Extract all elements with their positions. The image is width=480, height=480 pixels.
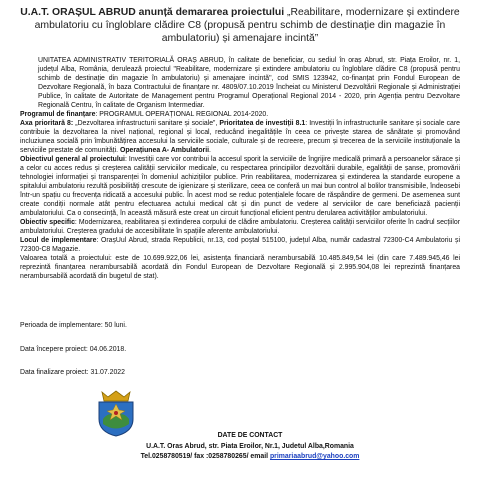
program-label: Programul de finanțare [20,111,96,118]
axa-paragraph [20,119,460,155]
data-final-line: Data finalizare proiect: 31.07.2022 [20,369,125,376]
data-inceput-line: Data începere proiect: 04.06.2018. [20,346,127,353]
axa-text1: „Dezvoltarea infrastructurii sanitare și sociale”, [73,120,220,127]
program-value: : PROGRAMUL OPERAȚIONAL REGIONAL 2014-2020. [95,111,269,118]
obj-general-text: : Investiții care vor contribui la accesul sporit la serviciile de îngrijire medicală primară a persoanelor sărace și a celor cu acces redus și creșterea calității serviciilor medicale, cu respectarea principiilor dezvoltării durabile, egalității de șanse, promovării tehnologiei informației și transparenței în domeniul achizițiilor publice. Prin reabilitarea, modernizarea și extinderea la standarde europene a spitalului ambulatoriu rezultă posibilități crescute de igienizare și sterilizare, ceea ce conferă un mai bun control al bolilor transmisibile, îndeosebi într-un spațiu cu frecvența ridicată a accesului public. În acest mod se reduc potențialele focare de răspândire de germeni. De asemenea sunt create condiții normale atât pentru efectuarea actului medical cât și din punct de vedere al serviciilor de care beneficiază pacienții ambulatoriului. Ca o consecință, în această măsură este creat un circuit funcțional eficient pentru derularea activităților ambulatoriului. [20,156,460,217]
obj-specific-paragraph [20,218,460,236]
valoare-paragraph: Valoarea totală a proiectului: este de 10.699.922,06 lei, asistența financiară nerambursabilă 10.485.849,54 lei (din care 7.489.945,46 lei reprezintă finanțarea nerambursabilă acordată din Fondul European de Dezvoltare Regională și 2.995.904,08 lei reprezintă finanțarea nerambursabilă acordată din bugetul de stat). [20,255,460,280]
axa-label: Axa prioritară 8: [20,120,74,127]
program-line [20,110,460,119]
title-strong: U.A.T. ORAȘUL ABRUD anunță demararea proiectului [20,7,285,18]
prio-label: Prioritatea de investiții 8.1 [219,120,306,127]
locul-label: Locul de implementare [20,237,97,244]
contact-address: U.A.T. Oras Abrud, str. Piata Eroilor, Nr.1, Judetul Alba,Romania [146,442,354,450]
contact-block [60,431,440,463]
intro-paragraph: UNITATEA ADMINISTRATIV TERITORIALĂ ORAȘ ABRUD, în calitate de beneficiar, cu sediul în oraș Abrud, str. Piața Eroilor, nr. 1, județul Alba, România, derulează proiectul "Reabilitare, modernizare și extindere ambulatoriu cu îngloblare clădire C8 (propusă pentru schimb de destinație din magazie în ambulatoriu) și amenajare incintă", cod SMIS 123942, co-finanțat prin Fondul European de Dezvoltare Regională, în baza Contractului de finanțare nr. 4809/07.10.2019 încheiat cu Ministerul Dezvoltării Regionale și Administrației Publice, în calitate de Autoritate de Management pentru Programul Operațional Regional 2014 - 2020, prin Agenția pentru Dezvoltare Regională Centru, în calitate de Organism Intermediar. [38,57,460,109]
page-title [14,6,466,45]
email-link[interactable]: primariaabrud@yahoo.com [269,453,360,460]
axa-text2: : Investiții în infrastructurile sanitare și sociale care contribuie la dezvoltarea la nivel național, regional și local, reducând inegalitățile în ceea ce privește starea de sănătate și promovând incluziunea socială prin îmbunătățirea accesului la serviciile sociale, culturale și de recreere, precum și trecerea de la serviciile instituționale la serviciile prestate de comunități. [20,120,460,154]
contact-title: DATE DE CONTACT [217,432,283,439]
title-rest: „Reabilitare, modernizare și extindere ambulatoriu cu îngloblare clădire C8 (propusă pentru schimb de destinație din magazie în ambulatoriu) și amenajare incintă” [34,7,460,44]
op-label: Operațiunea A- Ambulatorii [119,147,210,154]
contact-phone: Tel.0258780519/ fax :0258780265/ email [140,453,269,460]
locul-text: : OrașUul Abrud, strada Republicii, nr.13, cod poștal 515100, județul Alba, număr cadastral 72300-C4 Ambulatoriu și 72300-C8 Magazie. [20,237,460,253]
obj-specific-text: : Modernizarea, reabilitarea și extinderea corpului de clădire ambulatoriu. Creșterea calității serviciilor oferite în cadrul secțiilor ambulatoriului. Creșterea gradului de accesibilitate în spațiile aferente ambulatoriului. [20,219,460,235]
document-body [20,56,460,281]
op-tail: . [209,147,211,154]
coat-of-arms-icon [94,389,138,437]
obj-general-label: Obiectivul general al proiectului [20,156,125,163]
obj-general-paragraph [20,155,460,218]
perioada-line: Perioada de implementare: 50 luni. [20,322,127,329]
contact-phone-line [60,452,440,463]
locul-paragraph [20,236,460,254]
obj-specific-label: Obiectiv specific [20,219,75,226]
